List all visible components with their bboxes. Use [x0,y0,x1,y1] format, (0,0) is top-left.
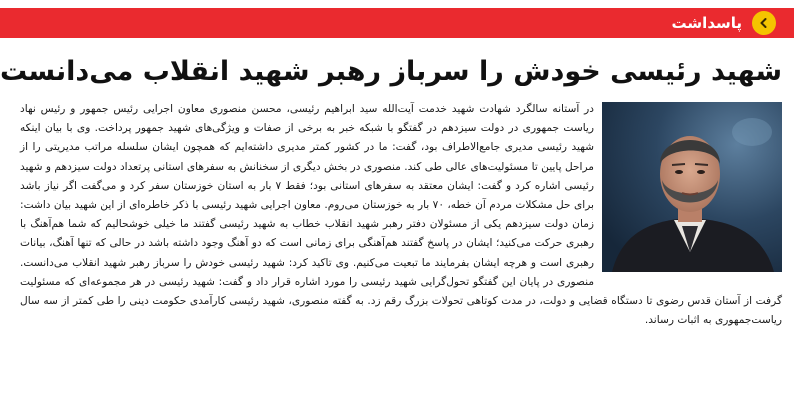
article-body-text: در آستانه سالگرد شهادت شهید خدمت آیت‌الله سید ابراهیم رئیسی، محسن منصوری معاون اجرایی رئیس جمهور و رئیس نهاد ریاست جمهوری در دولت سیزدهم در گفتگو با شبکه خبر به برخی از صفات و ویژگی‌های شهید جمهور پرداخت. وی با بیان اینکه شهید رئیسی مدیری جامع‌الاطراف بود، گفت: ما در کشور کمتر مدیری داشته‌ایم که همچون ایشان سلسله مراتب مدیریتی را از مراحل پایین تا مسئولیت‌های عالی طی کند. منصوری در بخش دیگری از سخنانش به سفرهای استانی پرتعداد دولت سیزدهم و شهید رئیسی اشاره کرد و گفت: ایشان معتقد به سفرهای استانی بود؛ فقط ۷ بار به استان خوزستان سفر کرد و می‌گفت اگر نیاز باشد برای حل مشکلات مردم آن خطه، ۷۰ بار به خوزستان می‌روم. معاون اجرایی شهید رئیسی با ذکر خاطره‌ای از این شهید بیان داشت: زمان دولت سیزدهم یکی از مسئولان دفتر رهبر شهید انقلاب خطاب به شهید رئیسی گفتند ما خیلی خوشحالیم که شما هم‌آهنگ با رهبری حرکت می‌کنید؛ ایشان در پاسخ گفتند هم‌آهنگی برای زمانی است که دو آهنگ وجود داشته باشد در حالی که تنها آهنگ، بیانات رهبری است و هرچه ایشان بفرمایند ما تبعیت می‌کنیم. وی تاکید کرد: شهید رئیسی خودش را سرباز رهبر شهید انقلاب می‌دانست. منصوری در پایان این گفتگو تحول‌گرایی شهید رئیسی را مورد اشاره قرار داد و گفت: شهید رئیسی در هر مجموعه‌ای که مسئولیت گرفت از آستان قدس رضوی تا دستگاه قضایی و دولت، در مدت کوتاهی تحولات بزرگ رقم زد. به گفته منصوری، شهید رئیسی کارآمدی حکومت دینی را طی کمتر از سه سال ریاست‌جمهوری به اثبات رساند. [20,103,782,327]
section-title: پاسداشت [671,14,742,32]
article-headline: شهید رئیسی خودش را سرباز رهبر شهید انقلاب می‌دانست [0,56,782,87]
portrait-illustration [602,102,782,272]
chevron-left-icon[interactable] [752,11,776,35]
section-header [0,0,800,46]
portrait-photo [602,102,782,272]
